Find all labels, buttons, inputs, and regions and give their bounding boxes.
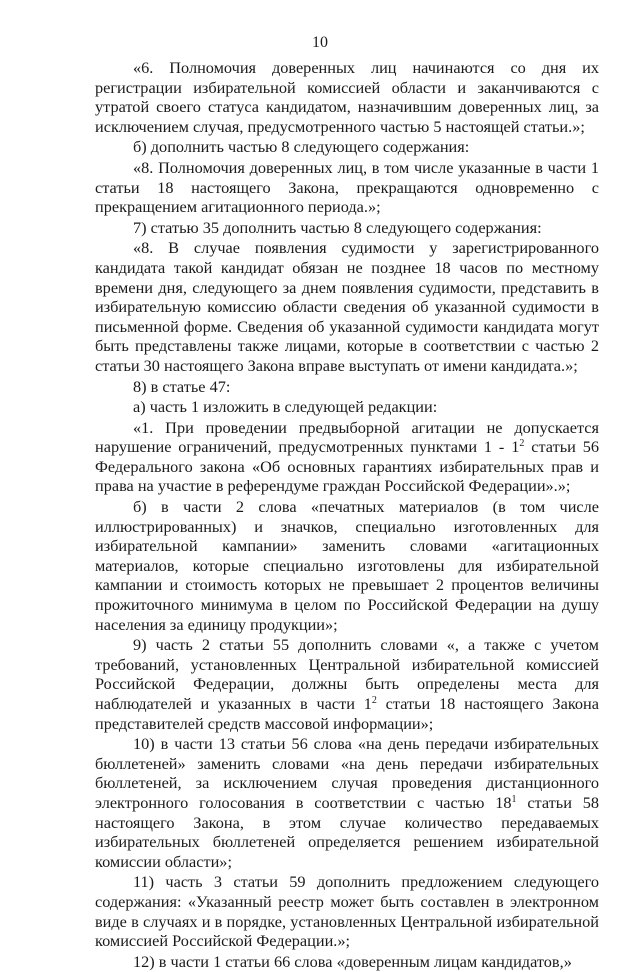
paragraph-8-text-b: статьи 56 Федерального закона «Об основных гарантиях избирательных прав и права на участие в референдуме граждан Российской Федерации».»; (95, 437, 599, 496)
paragraph-11-text-a: 10) в части 13 статьи 56 слова «на день передачи избирательных бюллетеней» заменить словами «на день передачи избирательных бюллетеней, за исключением случая проведения дистанционного электронного голосования в соответствии с частью 18 (95, 734, 599, 812)
paragraph-10-text-b: статьи 18 настоящего Закона представителей средств массовой информации»; (95, 694, 599, 733)
paragraph-12: 11) часть 3 статьи 59 дополнить предложением следующего содержания: «Указанный реестр может быть составлен в электронном виде в случаях и в порядке, установленных Центральной избирательной комиссией Российской Федерации.»; (95, 872, 599, 951)
superscript: 1 (511, 793, 517, 805)
paragraph-13: 12) в части 1 статьи 66 слова «доверенным лицам кандидатов,» (133, 951, 572, 971)
paragraph-8 (95, 418, 599, 496)
paragraph-9: б) в части 2 слова «печатных материалов (в том числе иллюстрированных) и значков, специально изготовленных для избирательной кампании» заменить словами «агитационных материалов, которые специально изготовлены для избирательной кампании и стоимость которых не превышает 2 процентов величины прожиточного минимума в целом по Российской Федерации на душу населения за единицу продукции»; (95, 497, 599, 634)
paragraph-5: «8. В случае появления судимости у зарегистрированного кандидата такой кандидат обязан не позднее 18 часов по местному времени дня, следующего за днем появления судимости, представить в избирательную комиссию области сведения об указанной судимости в письменной форме. Сведения об указанной судимости кандидата могут быть представлены также лицами, которые в соответствии с частью 2 статьи 30 настоящего Закона вправе выступать от имени кандидата.»; (95, 238, 599, 375)
document-body (95, 58, 599, 972)
paragraph-3: «8. Полномочия доверенных лиц, в том числе указанные в части 1 статьи 18 настоящего Закона, прекращаются одновременно с прекращением агитационного периода.»; (95, 157, 599, 217)
paragraph-7: а) часть 1 изложить в следующей редакции: (133, 397, 438, 417)
paragraph-11-text-b: статьи 58 настоящего Закона, в этом случае количество передаваемых избирательных бюллетеней определяется решением избирательной комиссии области»; (95, 792, 599, 871)
page-number: 10 (312, 34, 328, 51)
paragraph-4: 7) статью 35 дополнить частью 8 следующего содержания: (133, 217, 542, 237)
paragraph-8-text-a: «1. При проведении предвыборной агитации не допускается нарушение ограничений, предусмотренных пунктами 1 - 1 (95, 417, 599, 457)
superscript: 2 (519, 438, 525, 450)
superscript: 2 (371, 695, 377, 706)
paragraph-6: 8) в статье 47: (133, 376, 231, 396)
paragraph-10 (95, 635, 599, 733)
paragraph-10-text-a: 9) часть 2 статьи 55 дополнить словами «, а также с учетом требований, установленных Центральной избирательной комиссией Российской Федерации, должны быть определены места для наблюдателей и указанных в части 1 (95, 635, 599, 713)
paragraph-2: б) дополнить частью 8 следующего содержания: (133, 137, 470, 157)
paragraph-11 (95, 734, 599, 871)
paragraph-1: «6. Полномочия доверенных лиц начинаются со дня их регистрации избирательной комиссией области и заканчиваются с утратой своего статуса кандидатом, назначившим доверенных лиц, за исключением случая, предусмотренного частью 5 настоящей статьи.»; (95, 58, 599, 136)
